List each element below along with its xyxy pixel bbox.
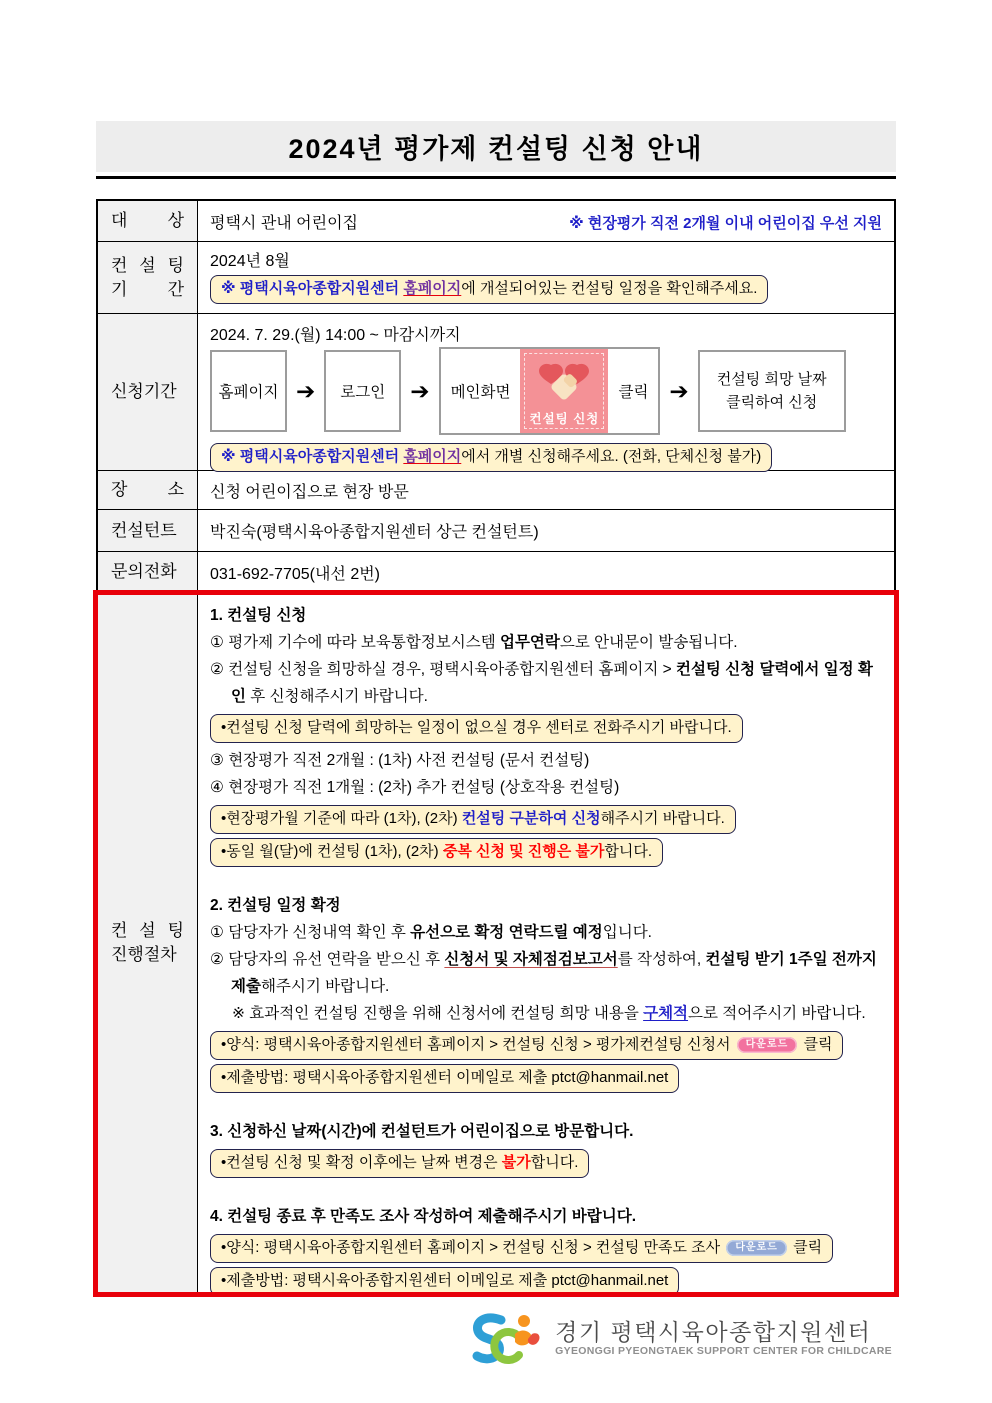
row-header-procedure	[98, 593, 198, 1292]
procedure-section-4	[210, 1203, 882, 1292]
table-row-period	[98, 241, 894, 313]
text-segment: •양식: 평택시육아종합지원센터 홈페이지 > 컨설팅 신청 > 컨설팅 만족도 조사	[221, 1239, 725, 1256]
submit-method-box	[210, 1064, 679, 1093]
text-segment: 신청서 및 자체점검보고서	[444, 951, 618, 968]
handshake-hearts-icon	[535, 363, 593, 405]
row-header-consultant	[98, 510, 198, 551]
text-segment: ① 평가제 기수에 따라 보육통합정보시스템	[210, 634, 500, 651]
row-content-place	[198, 471, 894, 509]
row-header-label: 컨 설 팅	[111, 255, 184, 275]
text-segment: •컨설팅 신청 달력에 희망하는 일정이 없으실 경우 센터로 전화주시기 바랍니다.	[221, 719, 732, 736]
row-content-procedure	[198, 593, 894, 1292]
section-title: 1. 컨설팅 신청	[210, 607, 307, 624]
note-box	[210, 714, 743, 743]
procedure-line	[210, 774, 882, 801]
row-content-target	[198, 201, 894, 241]
table-row-consultant	[98, 509, 894, 551]
row-header-label: 컨설턴트	[111, 520, 177, 540]
flow-step-login: 로그인	[324, 350, 401, 432]
row-header-phone	[98, 552, 198, 592]
text-segment: ④ 현장평가 직전 1개월 : (2차) 추가 컨설팅 (상호작용 컨설팅)	[210, 779, 620, 796]
flow-step-homepage: 홈페이지	[210, 350, 287, 432]
text-segment: 를 작성하여,	[617, 951, 706, 968]
text-segment: 컨설팅 구분하여 신청	[461, 810, 601, 827]
text-segment: ※ 효과적인 컨설팅 진행을 위해 신청서에 컨설팅 희망 내용을	[232, 1005, 644, 1022]
phone-value: 031-692-7705(내선 2번)	[210, 565, 381, 583]
text-segment: 합니다.	[530, 1154, 579, 1171]
procedure-line	[210, 656, 882, 710]
text-segment: 입니다.	[602, 924, 652, 941]
text-segment: 유선으로 확정 연락드릴 예정	[410, 924, 603, 941]
choose-date-line1: 컨설팅 희망 날짜	[716, 371, 827, 388]
row-header-label: 문의전화	[111, 562, 177, 581]
row-header-period	[98, 242, 198, 313]
apply-flow-diagram	[210, 347, 882, 435]
text-segment: 에 개설되어있는 컨설팅 일정을 확인해주세요.	[461, 279, 758, 297]
section-title: 3. 신청하신 날짜(시간)에 컨설턴트가 어린이집으로 방문합니다.	[210, 1123, 634, 1140]
text-segment: 클릭	[788, 1239, 823, 1256]
consultant-value: 박진숙(평택시육아종합지원센터 상근 컨설턴트)	[210, 524, 539, 541]
title-divider	[96, 176, 896, 179]
procedure-line	[210, 946, 882, 1000]
text-segment: 업무연락	[499, 634, 560, 651]
org-name-english: GYEONGGI PYEONGTAEK SUPPORT CENTER FOR CHILDCARE	[555, 1344, 892, 1357]
form-link-box	[210, 1031, 843, 1060]
note-box	[210, 805, 736, 834]
section-title: 4. 컨설팅 종료 후 만족도 조사 작성하여 제출해주시기 바랍니다.	[210, 1208, 637, 1225]
text-segment: •양식: 평택시육아종합지원센터 홈페이지 > 컨설팅 신청 > 평가제컨설팅 신청서	[221, 1036, 735, 1053]
note-box	[210, 838, 663, 867]
period-value: 2024년 8월	[210, 252, 290, 270]
procedure-line	[232, 1000, 882, 1027]
text-segment: 중복 신청 및 진행은 불가	[442, 843, 605, 860]
text-segment: 클릭	[799, 1036, 833, 1053]
submit-method-box	[210, 1267, 679, 1292]
text-segment: •컨설팅 신청 및 확정 이후에는 날짜 변경은	[221, 1154, 502, 1171]
title-band	[96, 121, 896, 172]
procedure-section-1	[210, 602, 882, 871]
row-header-place	[98, 471, 198, 509]
table-row-phone	[98, 551, 894, 592]
download-badge[interactable]: 다운로드	[737, 1037, 798, 1053]
text-segment: 구체적	[643, 1005, 689, 1022]
text-segment: 합니다.	[604, 843, 653, 860]
banner-caption: 컨설팅 신청	[529, 412, 600, 426]
choose-date-line2: 클릭하여 신청	[726, 394, 818, 411]
text-segment: 후 신청해주시기 바랍니다.	[245, 688, 428, 705]
text-segment: 에서 개별 신청해주세요. (전화, 단체신청 불가)	[461, 448, 762, 465]
row-content-apply	[198, 314, 894, 470]
target-priority-note: ※ 현장평가 직전 2개월 이내 어린이집 우선 지원	[569, 214, 882, 232]
row-header-label: 신청기간	[111, 382, 177, 401]
text-segment: ③ 현장평가 직전 2개월 : (1차) 사전 컨설팅 (문서 컨설팅)	[210, 752, 590, 769]
footer	[469, 1310, 892, 1366]
row-content-phone	[198, 552, 894, 592]
row-header-target	[98, 201, 198, 241]
text-segment: •제출방법: 평택시육아종합지원센터 이메일로 제출 ptct@hanmail.net	[221, 1272, 669, 1289]
table-row-place	[98, 470, 894, 509]
download-badge[interactable]: 다운로드	[726, 1240, 787, 1256]
mainscreen-label: 메인화면	[450, 384, 511, 401]
table-row-target	[98, 201, 894, 241]
target-value: 평택시 관내 어린이집	[210, 214, 358, 232]
text-segment: 홈페이지	[403, 279, 462, 297]
row-header-label: 진행절차	[111, 944, 177, 964]
text-segment: •현장평가월 기준에 따라 (1차), (2차)	[221, 810, 462, 827]
row-content-consultant	[198, 510, 894, 551]
text-segment: ② 컨설팅 신청을 희망하실 경우, 평택시육아종합지원센터 홈페이지 >	[210, 661, 676, 678]
form-link-box	[210, 1234, 833, 1263]
text-segment: 컨설팅 신청 달력에서 일정 확인	[231, 661, 873, 705]
arrow-right-icon: ➔	[669, 377, 689, 404]
text-segment: ※ 평택시육아종합지원센터	[221, 279, 404, 297]
table-row-procedure	[98, 592, 894, 1292]
section-title: 2. 컨설팅 일정 확정	[210, 897, 341, 914]
text-segment: ※ 평택시육아종합지원센터	[221, 448, 404, 465]
text-segment: 컨설팅 받기 1주일 전까지 제출	[231, 951, 877, 995]
note-box	[210, 1149, 589, 1178]
row-header-apply	[98, 314, 198, 470]
text-segment: •동일 월(달)에 컨설팅 (1차), (2차)	[221, 843, 443, 860]
procedure-line	[210, 629, 882, 656]
text-segment: 홈페이지	[403, 448, 462, 465]
apply-note-box	[210, 443, 772, 472]
flow-step-choose-date	[698, 350, 846, 432]
consulting-apply-banner[interactable]	[520, 349, 608, 433]
row-header-label: 대 상	[111, 211, 184, 230]
row-content-period	[198, 242, 894, 313]
procedure-section-3	[210, 1118, 882, 1182]
text-segment: 불가	[501, 1154, 531, 1171]
row-header-label: 컨 설 팅	[111, 920, 184, 940]
period-note-box	[210, 275, 768, 304]
text-segment: ② 담당자의 유선 연락을 받으신 후	[210, 951, 445, 968]
footer-org-name	[555, 1319, 892, 1358]
text-segment: 으로 적어주시기 바랍니다.	[688, 1005, 866, 1022]
row-header-label: 장 소	[111, 480, 184, 499]
text-segment: ① 담당자가 신청내역 확인 후	[210, 924, 411, 941]
arrow-right-icon: ➔	[296, 377, 316, 404]
mainscreen-click-label: 클릭	[618, 384, 649, 401]
flow-step-mainscreen	[439, 347, 661, 435]
info-table	[96, 199, 896, 1294]
table-row-apply	[98, 313, 894, 470]
procedure-line	[210, 747, 882, 774]
page-title: 2024년 평가제 컨설팅 신청 안내	[288, 134, 704, 164]
procedure-section-2	[210, 892, 882, 1097]
org-name-korean: 경기 평택시육아종합지원센터	[555, 1318, 872, 1345]
text-segment: •제출방법: 평택시육아종합지원센터 이메일로 제출 ptct@hanmail.net	[221, 1069, 669, 1086]
text-segment: 으로 안내문이 발송됩니다.	[559, 634, 738, 651]
row-header-label: 기 간	[111, 279, 184, 299]
text-segment: 해주시기 바랍니다.	[600, 810, 725, 827]
apply-date: 2024. 7. 29.(월) 14:00 ~ 마감시까지	[210, 327, 461, 344]
arrow-right-icon: ➔	[410, 377, 430, 404]
center-logo-icon	[469, 1310, 545, 1366]
procedure-line	[210, 919, 882, 946]
place-value: 신청 어린이집으로 현장 방문	[210, 483, 409, 501]
text-segment: 해주시기 바랍니다.	[260, 978, 390, 995]
